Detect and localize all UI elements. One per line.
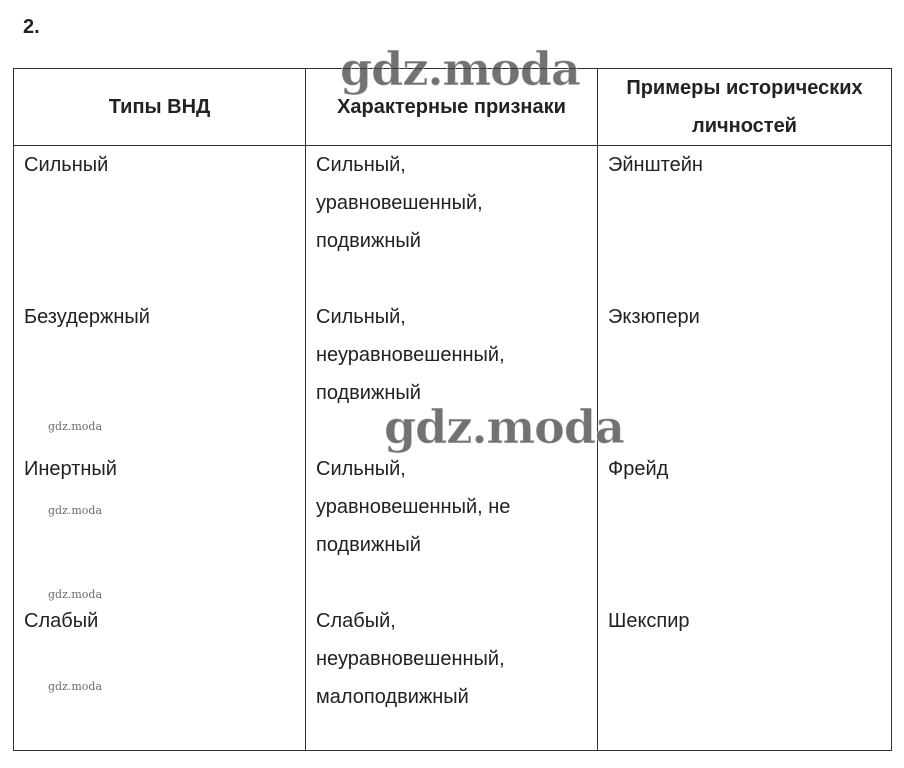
example-text: Фрейд <box>608 458 669 480</box>
cell-type <box>14 602 306 751</box>
watermark-small: gdz.moda <box>48 588 103 601</box>
cell-traits <box>306 298 598 450</box>
cell-example <box>598 146 892 299</box>
type-text: Сильный <box>24 154 109 176</box>
task-number: 2. <box>23 16 40 38</box>
trait-line: Сильный, <box>316 154 406 176</box>
example-text: Экзюпери <box>608 306 700 328</box>
cell-example <box>598 450 892 602</box>
table-row <box>14 602 892 751</box>
vnd-types-table <box>13 68 892 751</box>
traits-text <box>306 146 597 298</box>
traits-text <box>306 450 597 602</box>
cell-type <box>14 146 306 299</box>
watermark-small: gdz.moda <box>48 420 103 433</box>
trait-line: подвижный <box>316 382 421 404</box>
type-text: Инертный <box>24 458 117 480</box>
cell-traits <box>306 602 598 751</box>
cell-type <box>14 298 306 450</box>
example-text: Шекспир <box>608 610 690 632</box>
watermark-small: gdz.moda <box>48 504 103 517</box>
cell-type <box>14 450 306 602</box>
trait-line: Слабый, <box>316 610 396 632</box>
cell-example <box>598 298 892 450</box>
header-examples: Примеры исторических личностей <box>598 69 892 146</box>
trait-line: неуравновешенный, <box>316 648 505 670</box>
cell-traits <box>306 146 598 299</box>
trait-line: Сильный, <box>316 306 406 328</box>
cell-traits <box>306 450 598 602</box>
trait-line: уравновешенный, <box>316 192 483 214</box>
example-text: Эйнштейн <box>608 154 703 176</box>
table-row <box>14 146 892 299</box>
trait-line: подвижный <box>316 230 421 252</box>
traits-text <box>306 298 597 450</box>
trait-line: Сильный, <box>316 458 406 480</box>
watermark-large: gdz.moda <box>384 400 624 454</box>
traits-text <box>306 602 597 750</box>
header-vnd-types: Типы ВНД <box>14 69 306 146</box>
trait-line: уравновешенный, не <box>316 496 511 518</box>
watermark-small: gdz.moda <box>48 680 103 693</box>
trait-line: подвижный <box>316 534 421 556</box>
table-header-row <box>14 69 892 146</box>
type-text: Слабый <box>24 610 99 632</box>
cell-example <box>598 602 892 751</box>
trait-line: неуравновешенный, <box>316 344 505 366</box>
trait-line: малоподвижный <box>316 686 469 708</box>
header-traits: Характерные признаки <box>306 69 598 146</box>
table-row <box>14 298 892 450</box>
table-row <box>14 450 892 602</box>
watermark-large: gdz.moda <box>340 42 580 96</box>
type-text: Безудержный <box>24 306 150 328</box>
